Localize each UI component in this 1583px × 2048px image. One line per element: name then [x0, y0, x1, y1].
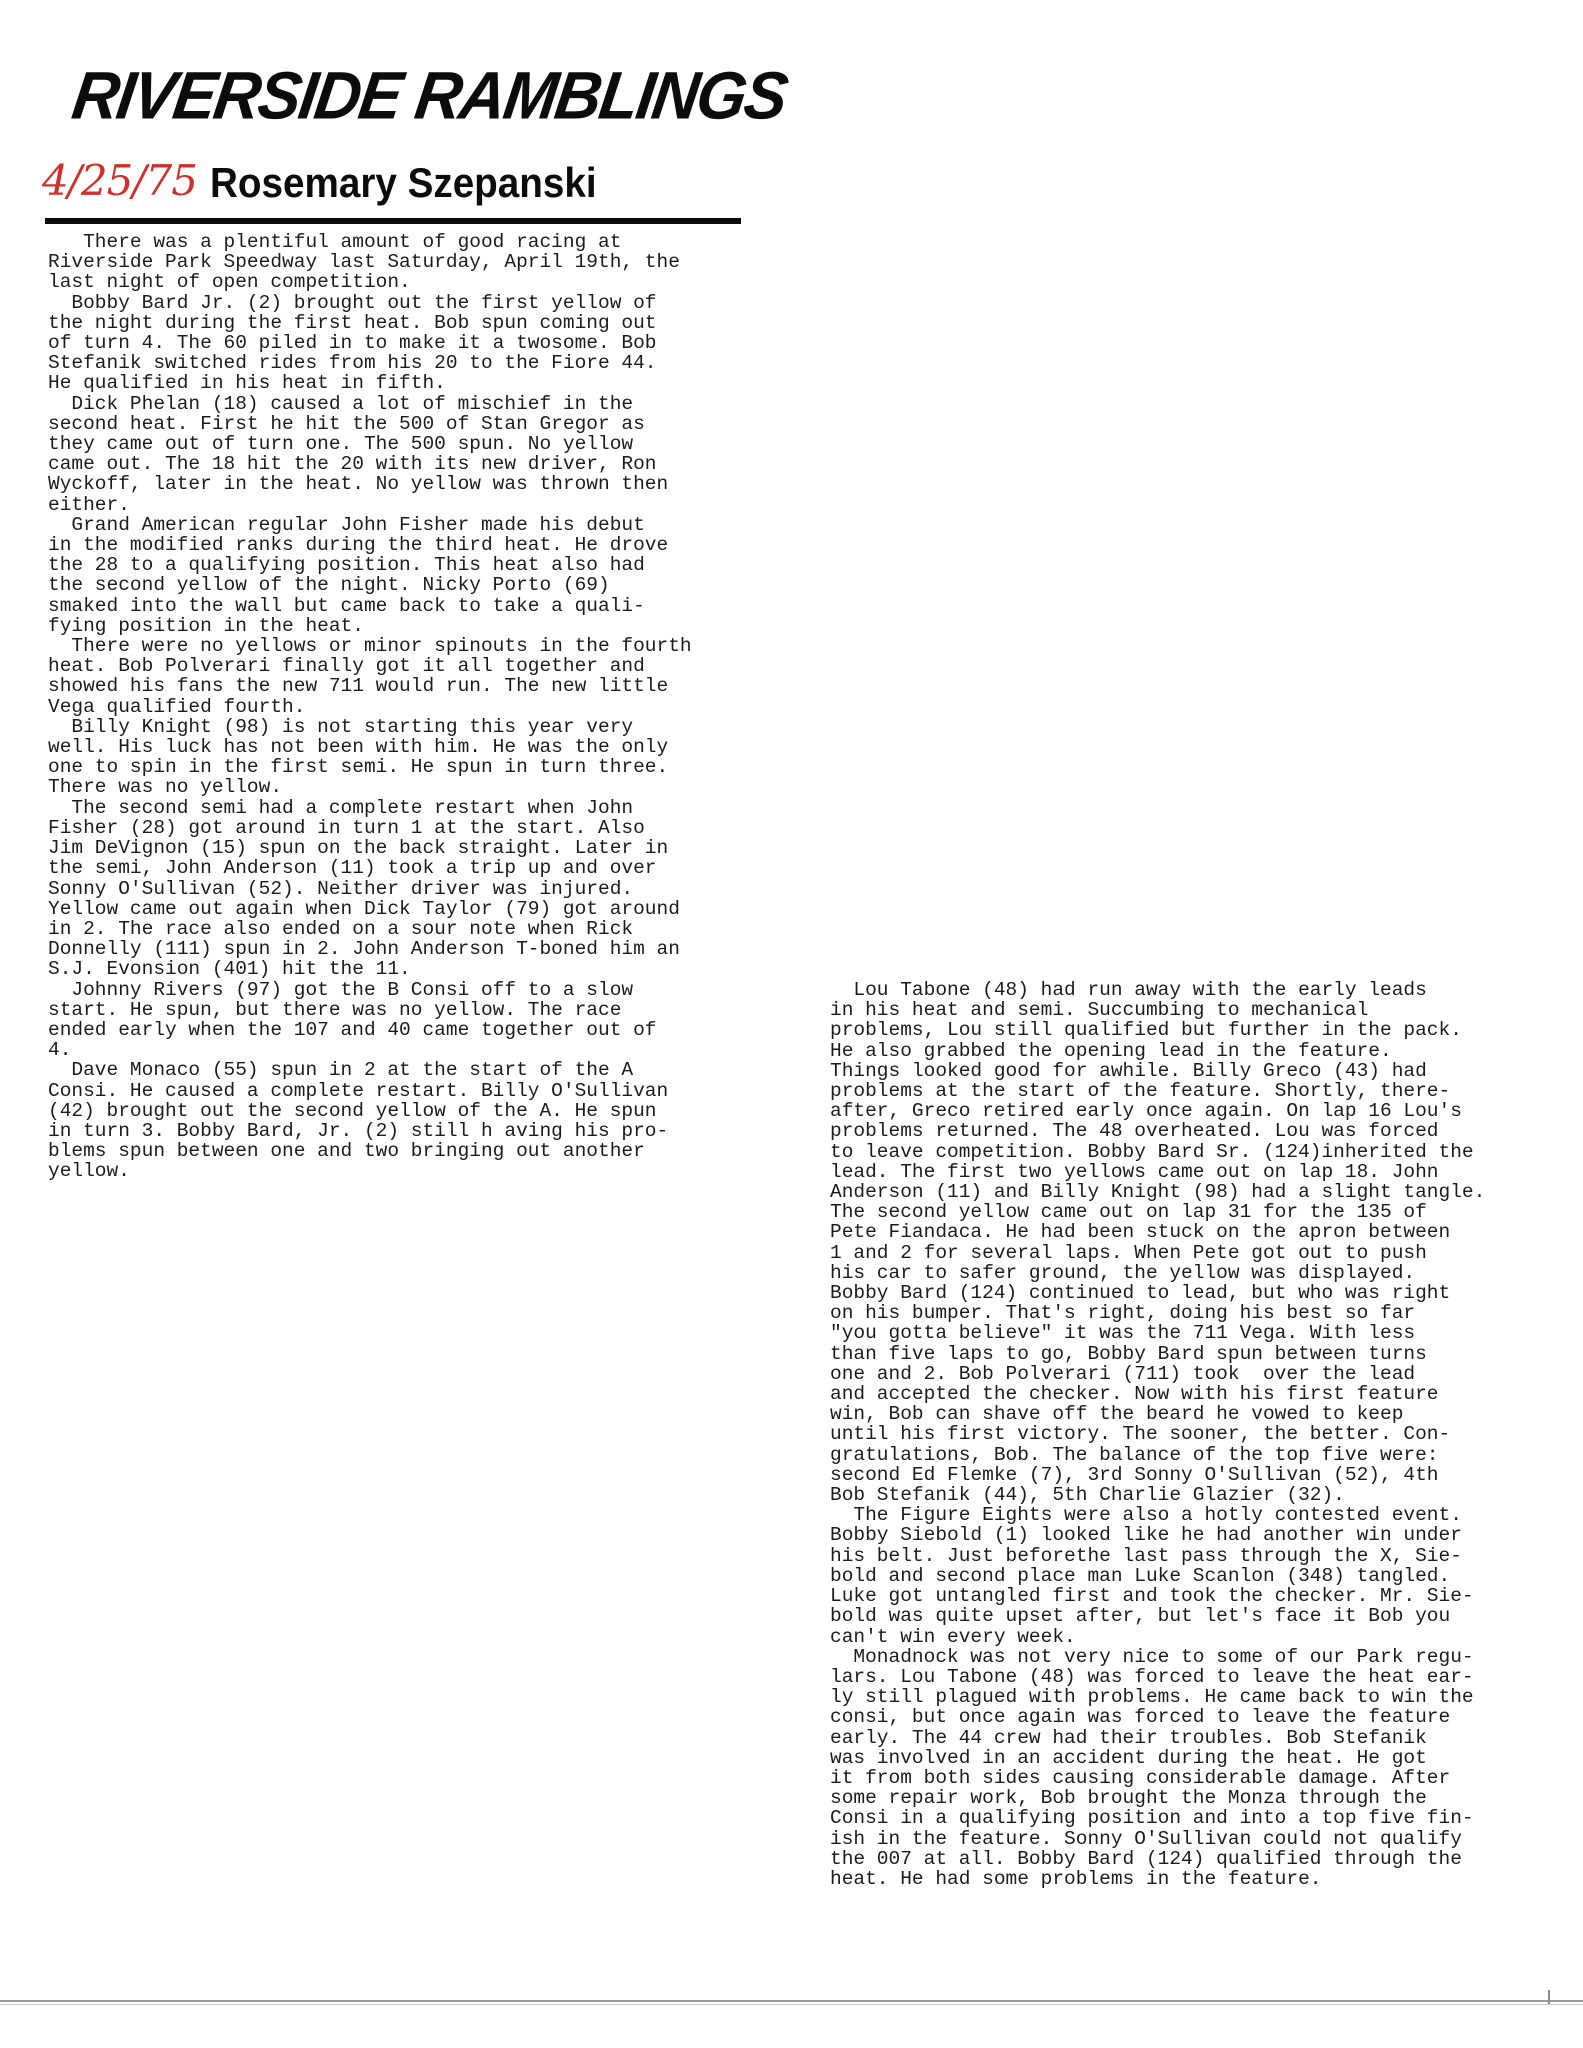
text-line: in turn 3. Bobby Bard, Jr. (2) still h aving his pro- — [48, 1119, 669, 1142]
text-line: heat. He had some problems in the feature. — [830, 1867, 1322, 1890]
text-line: fying position in the heat. — [48, 614, 364, 637]
text-line: to leave competition. Bobby Bard Sr. (124)inherited the — [830, 1140, 1474, 1163]
text-line: heat. Bob Polverari finally got it all together and — [48, 655, 645, 678]
text-line: the semi, John Anderson (11) took a trip up and over — [48, 857, 657, 880]
text-line: "you gotta believe" it was the 711 Vega. With less — [830, 1322, 1416, 1345]
text-line: showed his fans the new 711 would run. The new little — [48, 675, 669, 698]
text-line: the 28 to a qualifying position. This heat also had — [48, 554, 645, 577]
text-line: problems at the start of the feature. Shortly, there- — [830, 1080, 1451, 1103]
text-line: Bobby Bard (124) continued to lead, but who was right — [830, 1282, 1451, 1305]
text-line: ly still plagued with problems. He came back to win the — [830, 1686, 1474, 1709]
text-line: of turn 4. The 60 piled in to make it a twosome. Bob — [48, 332, 657, 355]
text-line: second Ed Flemke (7), 3rd Sonny O'Sullivan (52), 4th — [830, 1463, 1439, 1486]
text-line: on his bumper. That's right, doing his best so far — [830, 1302, 1416, 1325]
text-line: came out. The 18 hit the 20 with its new driver, Ron — [48, 453, 657, 476]
text-line: the 007 at all. Bobby Bard (124) qualified through the — [830, 1847, 1462, 1870]
text-line: until his first victory. The sooner, the better. Con- — [830, 1423, 1451, 1446]
text-line: bold was quite upset after, but let's face it Bob you — [830, 1605, 1451, 1628]
text-line: Stefanik switched rides from his 20 to the Fiore 44. — [48, 352, 657, 375]
text-line: one and 2. Bob Polverari (711) took over the lead — [830, 1362, 1416, 1385]
text-line: Jim DeVignon (15) spun on the back straight. Later in — [48, 837, 669, 860]
text-line: bold and second place man Luke Scanlon (348) tangled. — [830, 1564, 1451, 1587]
text-line: his car to safer ground, the yellow was displayed. — [830, 1261, 1416, 1284]
text-line: There was a plentiful amount of good racing at — [48, 231, 622, 253]
text-line: Sonny O'Sullivan (52). Neither driver was injured. — [48, 877, 634, 900]
text-line: Vega qualified fourth. — [48, 695, 306, 718]
right-column — [830, 980, 1550, 1889]
text-line: in 2. The race also ended on a sour note when Rick — [48, 917, 634, 940]
text-line: the second yellow of the night. Nicky Porto (69) — [48, 574, 610, 597]
text-line: Yellow came out again when Dick Taylor (79) got around — [48, 897, 680, 920]
text-line: He qualified in his heat in fifth. — [48, 372, 446, 395]
header-rule — [45, 218, 741, 224]
text-line: 1 and 2 for several laps. When Pete got out to push — [830, 1241, 1427, 1264]
text-line: Johnny Rivers (97) got the B Consi off to a slow — [48, 978, 634, 1001]
text-line: Donnelly (111) spun in 2. John Anderson T-boned him an — [48, 938, 680, 961]
text-line: There was no yellow. — [48, 776, 283, 799]
text-line: Monadnock was not very nice to some of our Park regu- — [830, 1645, 1474, 1668]
text-line: 4. — [48, 1039, 72, 1062]
text-line: Consi in a qualifying position and into a top five fin- — [830, 1807, 1474, 1830]
text-line: The Figure Eights were also a hotly contested event. — [830, 1504, 1462, 1527]
text-line: consi, but once again was forced to leave the feature — [830, 1706, 1451, 1729]
author-name: Rosemary Szepanski — [210, 159, 597, 206]
text-line: last night of open competition. — [48, 271, 411, 294]
text-line: in the modified ranks during the third heat. He drove — [48, 534, 669, 557]
text-line: lead. The first two yellows came out on lap 18. John — [830, 1160, 1439, 1183]
text-line: than five laps to go, Bobby Bard spun between turns — [830, 1342, 1427, 1365]
text-line: they came out of turn one. The 500 spun. No yellow — [48, 433, 634, 456]
text-line: Wyckoff, later in the heat. No yellow was thrown then — [48, 473, 669, 496]
text-line: The second yellow came out on lap 31 for the 135 of — [830, 1201, 1427, 1224]
text-line: blems spun between one and two bringing out another — [48, 1140, 645, 1163]
text-line: start. He spun, but there was no yellow. The race — [48, 998, 622, 1021]
text-line: yellow. — [48, 1160, 130, 1183]
text-line: the night during the first heat. Bob spun coming out — [48, 311, 657, 334]
text-line: problems, Lou still qualified but further in the pack. — [830, 1019, 1462, 1042]
text-line: Billy Knight (98) is not starting this year very — [48, 715, 634, 738]
byline — [42, 156, 742, 218]
text-line: Luke got untangled first and took the checker. Mr. Sie- — [830, 1585, 1474, 1608]
text-line: ended early when the 107 and 40 came together out of — [48, 1018, 657, 1041]
page-bottom-rule — [0, 2000, 1583, 2002]
text-line: it from both sides causing considerable damage. After — [830, 1766, 1451, 1789]
text-line: (42) brought out the second yellow of the A. He spun — [48, 1099, 657, 1122]
text-line: He also grabbed the opening lead in the feature. — [830, 1039, 1392, 1062]
text-line: smaked into the wall but came back to take a quali- — [48, 594, 645, 617]
text-line: Consi. He caused a complete restart. Billy O'Sullivan — [48, 1079, 669, 1102]
text-line: Bob Stefanik (44), 5th Charlie Glazier (32). — [830, 1484, 1345, 1507]
text-line: win, Bob can shave off the beard he vowed to keep — [830, 1403, 1404, 1426]
handwritten-date: 4/25/75 — [42, 156, 197, 205]
text-line: Fisher (28) got around in turn 1 at the start. Also — [48, 816, 645, 839]
text-line: well. His luck has not been with him. He was the only — [48, 736, 669, 759]
text-line: Grand American regular John Fisher made his debut — [48, 513, 645, 536]
text-line: Lou Tabone (48) had run away with the early leads — [830, 979, 1427, 1001]
text-line: Riverside Park Speedway last Saturday, April 19th, the — [48, 251, 680, 274]
text-line: Bobby Bard Jr. (2) brought out the first yellow of — [48, 291, 657, 314]
text-line: ish in the feature. Sonny O'Sullivan could not qualify — [830, 1827, 1462, 1850]
left-column — [48, 232, 768, 1182]
text-line: some repair work, Bob brought the Monza through the — [830, 1787, 1427, 1810]
text-line: Dick Phelan (18) caused a lot of mischief in the — [48, 392, 634, 415]
text-line: can't win every week. — [830, 1625, 1076, 1648]
text-line: either. — [48, 493, 130, 516]
text-line: gratulations, Bob. The balance of the top five were: — [830, 1443, 1439, 1466]
text-line: early. The 44 crew had their troubles. Bob Stefanik — [830, 1726, 1427, 1749]
text-line: after, Greco retired early once again. On lap 16 Lou's — [830, 1100, 1462, 1123]
text-line: S.J. Evonsion (401) hit the 11. — [48, 958, 411, 981]
text-line: The second semi had a complete restart when John — [48, 796, 634, 819]
text-line: his belt. Just beforethe last pass through the X, Sie- — [830, 1544, 1462, 1567]
text-line: lars. Lou Tabone (48) was forced to leave the heat ear- — [830, 1665, 1474, 1688]
text-line: Anderson (11) and Billy Knight (98) had a slight tangle. — [830, 1181, 1486, 1204]
page-edge-mark — [1548, 1990, 1550, 2004]
column-masthead: RIVERSIDE RAMBLINGS — [67, 57, 791, 134]
text-line: and accepted the checker. Now with his first feature — [830, 1383, 1439, 1406]
text-line: Things looked good for awhile. Billy Greco (43) had — [830, 1059, 1427, 1082]
text-line: Pete Fiandaca. He had been stuck on the apron between — [830, 1221, 1451, 1244]
text-line: There were no yellows or minor spinouts in the fourth — [48, 635, 692, 658]
text-line: in his heat and semi. Succumbing to mechanical — [830, 999, 1369, 1022]
text-line: second heat. First he hit the 500 of Stan Gregor as — [48, 412, 645, 435]
text-line: one to spin in the first semi. He spun in turn three. — [48, 756, 669, 779]
text-line: Dave Monaco (55) spun in 2 at the start of the A — [48, 1059, 634, 1082]
text-line: was involved in an accident during the heat. He got — [830, 1746, 1427, 1769]
text-line: problems returned. The 48 overheated. Lou was forced — [830, 1120, 1439, 1143]
page-bottom-rule-secondary — [0, 2004, 1583, 2005]
text-line: Bobby Siebold (1) looked like he had another win under — [830, 1524, 1462, 1547]
